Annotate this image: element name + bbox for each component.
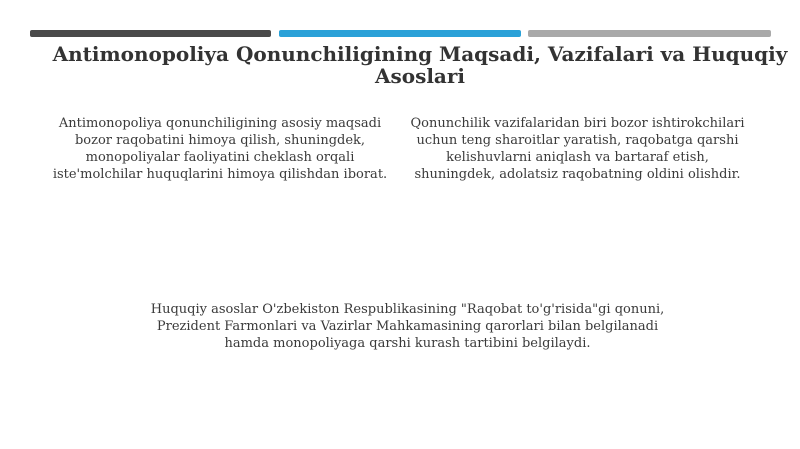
left-column-text: Antimonopoliya qonunchiligining asosiy maqsadi bozor raqobatini himoya qilish, shuningdek, monopoliyalar faoliyatini cheklash orqali iste'molchilar huquqlarini himoya qilishdan iborat. [52, 116, 388, 182]
accent-bar-right [528, 30, 771, 37]
slide-title: Antimonopoliya Qonunchiligining Maqsadi, Vazifalari va Huquqiy Asoslari [52, 42, 788, 88]
right-column-text: Qonunchilik vazifalaridan biri bozor ishtirokchilari uchun teng sharoitlar yaratish, raqobatga qarshi kelishuvlarni aniqlash va bartaraf etish, shuningdek, adolatsiz raqobatning oldini olishdir. [410, 116, 745, 182]
accent-bar-center [279, 30, 521, 37]
accent-bar-left [30, 30, 271, 37]
bottom-text: Huquqiy asoslar O'zbekiston Respublikasining "Raqobat to'g'risida"gi qonuni, Prezident Farmonlari va Vazirlar Mahkamasining qarorlari bilan belgilanadi hamda monopoliyaga qarshi kurash tartibini belgilaydi. [150, 302, 665, 351]
